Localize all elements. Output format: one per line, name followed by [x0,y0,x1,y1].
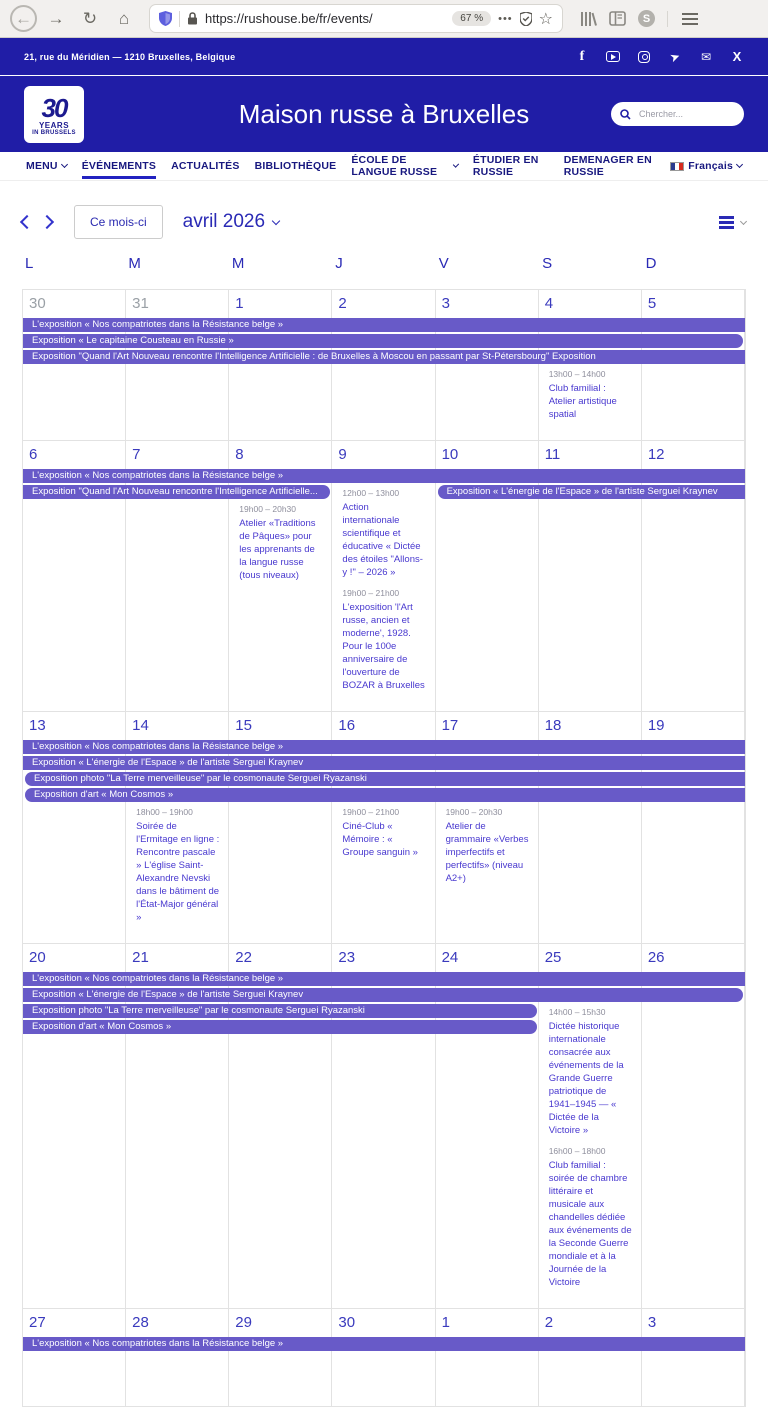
logo-years: YEARS [38,120,70,130]
day-cell[interactable] [229,290,332,440]
search-box[interactable] [611,102,744,126]
day-cell[interactable] [332,290,435,440]
event-title: Club familial : Atelier artistique spatial [548,383,617,420]
urlbar-separator [179,11,180,27]
logo-in-brussels: IN BRUSSELS [32,129,76,136]
day-number: 3 [647,1314,657,1331]
day-number: 31 [132,295,149,312]
youtube-icon[interactable] [606,50,620,64]
nav-item-label: Français [688,160,734,172]
chevron-down-icon [740,217,747,224]
day-number: 8 [235,446,244,463]
list-view-icon [719,221,734,224]
day-cell[interactable] [642,290,745,440]
main-nav [0,152,768,181]
calendar-toolbar [22,205,746,239]
nav-item-langue[interactable] [670,154,742,178]
day-number: 5 [647,295,657,312]
cell-events [332,485,434,692]
multi-day-event-bar[interactable]: Exposition "Quand l'Art Nouveau rencontre l'Intelligence Artificielle : de Bruxelles à Moscou en passant par St-Pétersbourg" Exposition [23,350,745,364]
day-number: 22 [235,949,252,966]
event-item[interactable] [549,1007,633,1137]
day-number: 29 [235,1314,252,1331]
nav-item-label: ÉVÉNEMENTS [81,160,157,172]
multi-day-event-bar[interactable]: Exposition photo "La Terre merveilleuse" par le cosmonaute Serguei Ryazanski [25,772,745,786]
chevron-down-icon [453,161,459,167]
chevron-down-icon [736,161,743,168]
chevron-down-icon [61,161,68,168]
event-item[interactable] [446,807,530,885]
event-title: Action internationale scientifique et éducative « Dictée des étoiles "Allons-y !" – 2026 » [342,502,423,578]
day-number: 18 [544,717,562,734]
day-number: 17 [441,717,459,734]
day-headers [22,255,746,289]
next-month-icon[interactable] [40,215,54,229]
logo-30: 30 [41,92,67,123]
day-number: 19 [647,717,665,734]
day-number: 11 [544,446,561,463]
event-item[interactable] [549,1146,633,1289]
multi-day-event-bar[interactable]: Exposition « L'énergie de l'Espace » de l'artiste Serguei Kraynev [438,485,745,499]
view-menu[interactable] [719,215,746,230]
day-number: 14 [132,717,149,734]
cell-events [229,501,331,582]
lock-icon [187,12,198,25]
event-time: 19h00 – 21h00 [342,807,400,817]
day-cell[interactable] [23,1309,126,1406]
day-header: L [25,255,34,272]
day-number: 21 [132,949,149,966]
calendar-week [23,712,745,944]
social-links [575,50,744,64]
toolbar-separator [667,11,668,27]
event-title: Atelier de grammaire «Verbes imperfectifs et perfectifs» (niveau A2+) [445,821,529,884]
multi-day-event-bar[interactable]: Exposition « Le capitaine Cousteau en Russie » [23,334,743,348]
nav-item-actualites[interactable] [171,154,240,178]
event-title: Atelier «Traditions de Pâques» pour les apprenants de la langue russe (tous niveaux) [239,518,316,581]
chrome-toolbar-right [579,10,700,28]
multi-day-event-bar[interactable]: Exposition d'art « Mon Cosmos » [25,788,745,802]
extension-s-icon[interactable]: S [638,10,655,27]
nav-item-bibliotheque[interactable] [255,154,337,178]
home-icon[interactable]: ⌂ [118,8,130,28]
browser-chrome [0,0,768,38]
site-header [0,76,768,152]
day-number: 13 [29,717,46,734]
url-bar[interactable] [149,4,563,33]
calendar-grid [22,289,746,1407]
nav-item-etudier-en-russie[interactable] [473,148,549,184]
french-flag-icon [670,162,684,171]
nav-item-ecole-de-langue-russe[interactable] [351,148,458,184]
day-cell[interactable] [642,1309,745,1406]
day-cell[interactable] [126,1309,229,1406]
month-selector[interactable] [183,211,279,233]
multi-day-event-bar[interactable]: L'exposition « Nos compatriotes dans la Résistance belge » [23,740,745,754]
event-time: 18h00 – 19h00 [136,807,193,817]
event-time: 13h00 – 14h00 [548,369,606,379]
pocket-shield-icon[interactable] [520,12,532,26]
page-actions-icon[interactable]: ••• [498,12,513,25]
day-header: M [128,255,141,272]
day-number: 30 [29,295,46,312]
event-time: 12h00 – 13h00 [342,488,400,498]
nav-item-label: BIBLIOTHÈQUE [254,160,337,172]
nav-item-menu[interactable] [26,154,67,178]
event-time: 14h00 – 15h30 [548,1007,606,1017]
multi-day-event-bar[interactable]: Exposition « L'énergie de l'Espace » de l'artiste Serguei Kraynev [23,756,745,770]
day-cell[interactable] [332,1309,435,1406]
nav-item-label: MENU [26,160,58,172]
day-header: V [438,255,449,272]
day-number: 10 [441,446,459,463]
event-item[interactable] [342,488,426,579]
day-number: 26 [647,949,665,966]
nav-item-evenements[interactable] [82,154,156,178]
event-title: Soirée de l'Ermitage en ligne : Rencontre pascale » L'église Saint-Alexandre Nevski dans le bâtiment de l'État-Major général » [136,821,220,923]
event-item[interactable] [342,807,426,859]
day-number: 1 [441,1314,450,1331]
event-title: Dictée historique internationale consacrée aux événements de la Grande Guerre patriotique de 1941–1945 — « Dictée de la Victoire » [548,1021,624,1136]
multi-day-event-bar[interactable]: Exposition « L'énergie de l'Espace » de l'artiste Serguei Kraynev [23,988,743,1002]
zoom-level-badge[interactable]: 67 % [452,11,491,26]
today-button[interactable]: Ce mois-ci [74,205,163,239]
library-icon[interactable] [579,11,597,27]
day-number: 23 [338,949,356,966]
day-cell[interactable] [229,1309,332,1406]
tracking-shield-icon[interactable] [159,11,172,26]
back-icon[interactable]: ← [10,5,37,32]
day-number: 2 [338,295,347,312]
day-number: 2 [544,1314,554,1331]
event-title: Club familial : soirée de chambre littéraire et musicale aux chandelles dédiée aux événements de la Seconde Guerre mondiale et à la Journée de la Victoire [548,1160,632,1288]
event-title: L'exposition 'l'Art russe, ancien et moderne', 1928. Pour le 100e anniversaire de l'ouverture de BOZAR à Bruxelles [342,602,425,691]
day-number: 25 [544,949,562,966]
day-number: 27 [29,1314,46,1331]
multi-day-event-bar[interactable]: L'exposition « Nos compatriotes dans la Résistance belge » [23,1337,745,1351]
day-number: 6 [29,446,38,463]
calendar-week [23,1309,745,1407]
nav-item-label: DEMENAGER EN RUSSIE [563,154,652,178]
day-cell[interactable] [436,290,539,440]
cell-events [436,804,538,885]
day-header: D [645,255,657,272]
email-icon[interactable]: ✉ [700,49,712,64]
multi-day-event-bar[interactable]: Exposition "Quand l'Art Nouveau rencontre l'Intelligence Artificielle... [23,485,330,499]
search-input[interactable] [637,108,735,120]
bookmark-star-icon[interactable]: ☆ [538,10,553,28]
day-number: 30 [338,1314,356,1331]
multi-day-event-bar[interactable]: L'exposition « Nos compatriotes dans la Résistance belge » [23,318,745,332]
month-label: avril 2026 [182,211,266,232]
site-topbar [0,38,768,76]
event-time: 19h00 – 20h30 [239,504,297,514]
event-time: 19h00 – 21h00 [342,588,400,598]
day-number: 9 [338,446,347,463]
event-item[interactable] [239,504,323,582]
events-page [0,181,768,1407]
nav-item-label: ÉTUDIER EN RUSSIE [472,154,539,178]
nav-item-demenager-en-russie[interactable] [564,148,656,184]
day-cell[interactable] [539,1309,642,1406]
calendar-week [23,441,745,712]
event-time: 19h00 – 20h30 [445,807,503,817]
day-header: M [231,255,245,272]
nav-item-label: ÉCOLE DE LANGUE RUSSE [351,154,438,178]
search-icon [620,109,631,120]
day-cell[interactable] [126,290,229,440]
event-item[interactable] [136,807,220,924]
day-number: 7 [132,446,141,463]
cell-events [126,804,228,924]
multi-day-event-bar[interactable]: L'exposition « Nos compatriotes dans la Résistance belge » [23,972,745,986]
cell-events [539,1004,641,1289]
day-number: 12 [647,446,665,463]
day-header: J [335,255,343,272]
telegram-icon[interactable]: ➤ [667,48,683,65]
calendar-week [23,290,745,441]
calendar-week [23,944,745,1309]
menu-icon[interactable] [682,18,698,20]
chevron-down-icon [272,216,280,224]
multi-day-event-bar[interactable]: Exposition d'art « Mon Cosmos » [23,1020,537,1034]
day-header: S [542,255,553,272]
reload-icon[interactable]: ↻ [82,8,98,28]
day-number: 15 [235,717,252,734]
url-text: https://rushouse.be/fr/events/ [205,11,373,26]
x-twitter-icon[interactable]: X [732,49,742,64]
day-number: 4 [544,295,554,312]
day-number: 1 [235,295,244,312]
multi-day-event-bar[interactable]: L'exposition « Nos compatriotes dans la Résistance belge » [23,469,745,483]
event-title: Ciné-Club « Mémoire : « Groupe sanguin » [342,821,418,858]
event-time: 16h00 – 18h00 [548,1146,606,1156]
event-item[interactable] [342,588,426,692]
multi-day-event-bar[interactable]: Exposition photo "La Terre merveilleuse" par le cosmonaute Serguei Ryazanski [23,1004,537,1018]
site-address: 21, rue du Méridien — 1210 Bruxelles, Belgique [24,51,236,62]
cell-events [332,804,434,859]
facebook-icon[interactable]: f [579,48,585,64]
nav-item-label: ACTUALITÉS [171,160,240,172]
day-cell[interactable] [436,1309,539,1406]
sidebar-icon[interactable] [609,11,626,26]
day-number: 16 [338,717,356,734]
forward-icon[interactable]: → [47,8,65,28]
instagram-icon[interactable] [637,50,651,64]
day-number: 24 [441,949,459,966]
day-cell[interactable] [539,290,642,440]
cell-events [539,366,641,421]
day-number: 3 [441,295,450,312]
prev-month-icon[interactable] [20,215,34,229]
day-cell[interactable] [23,290,126,440]
day-number: 20 [29,949,46,966]
site-title: Maison russe à Bruxelles [238,98,530,129]
event-item[interactable] [549,369,633,421]
day-number: 28 [132,1314,149,1331]
